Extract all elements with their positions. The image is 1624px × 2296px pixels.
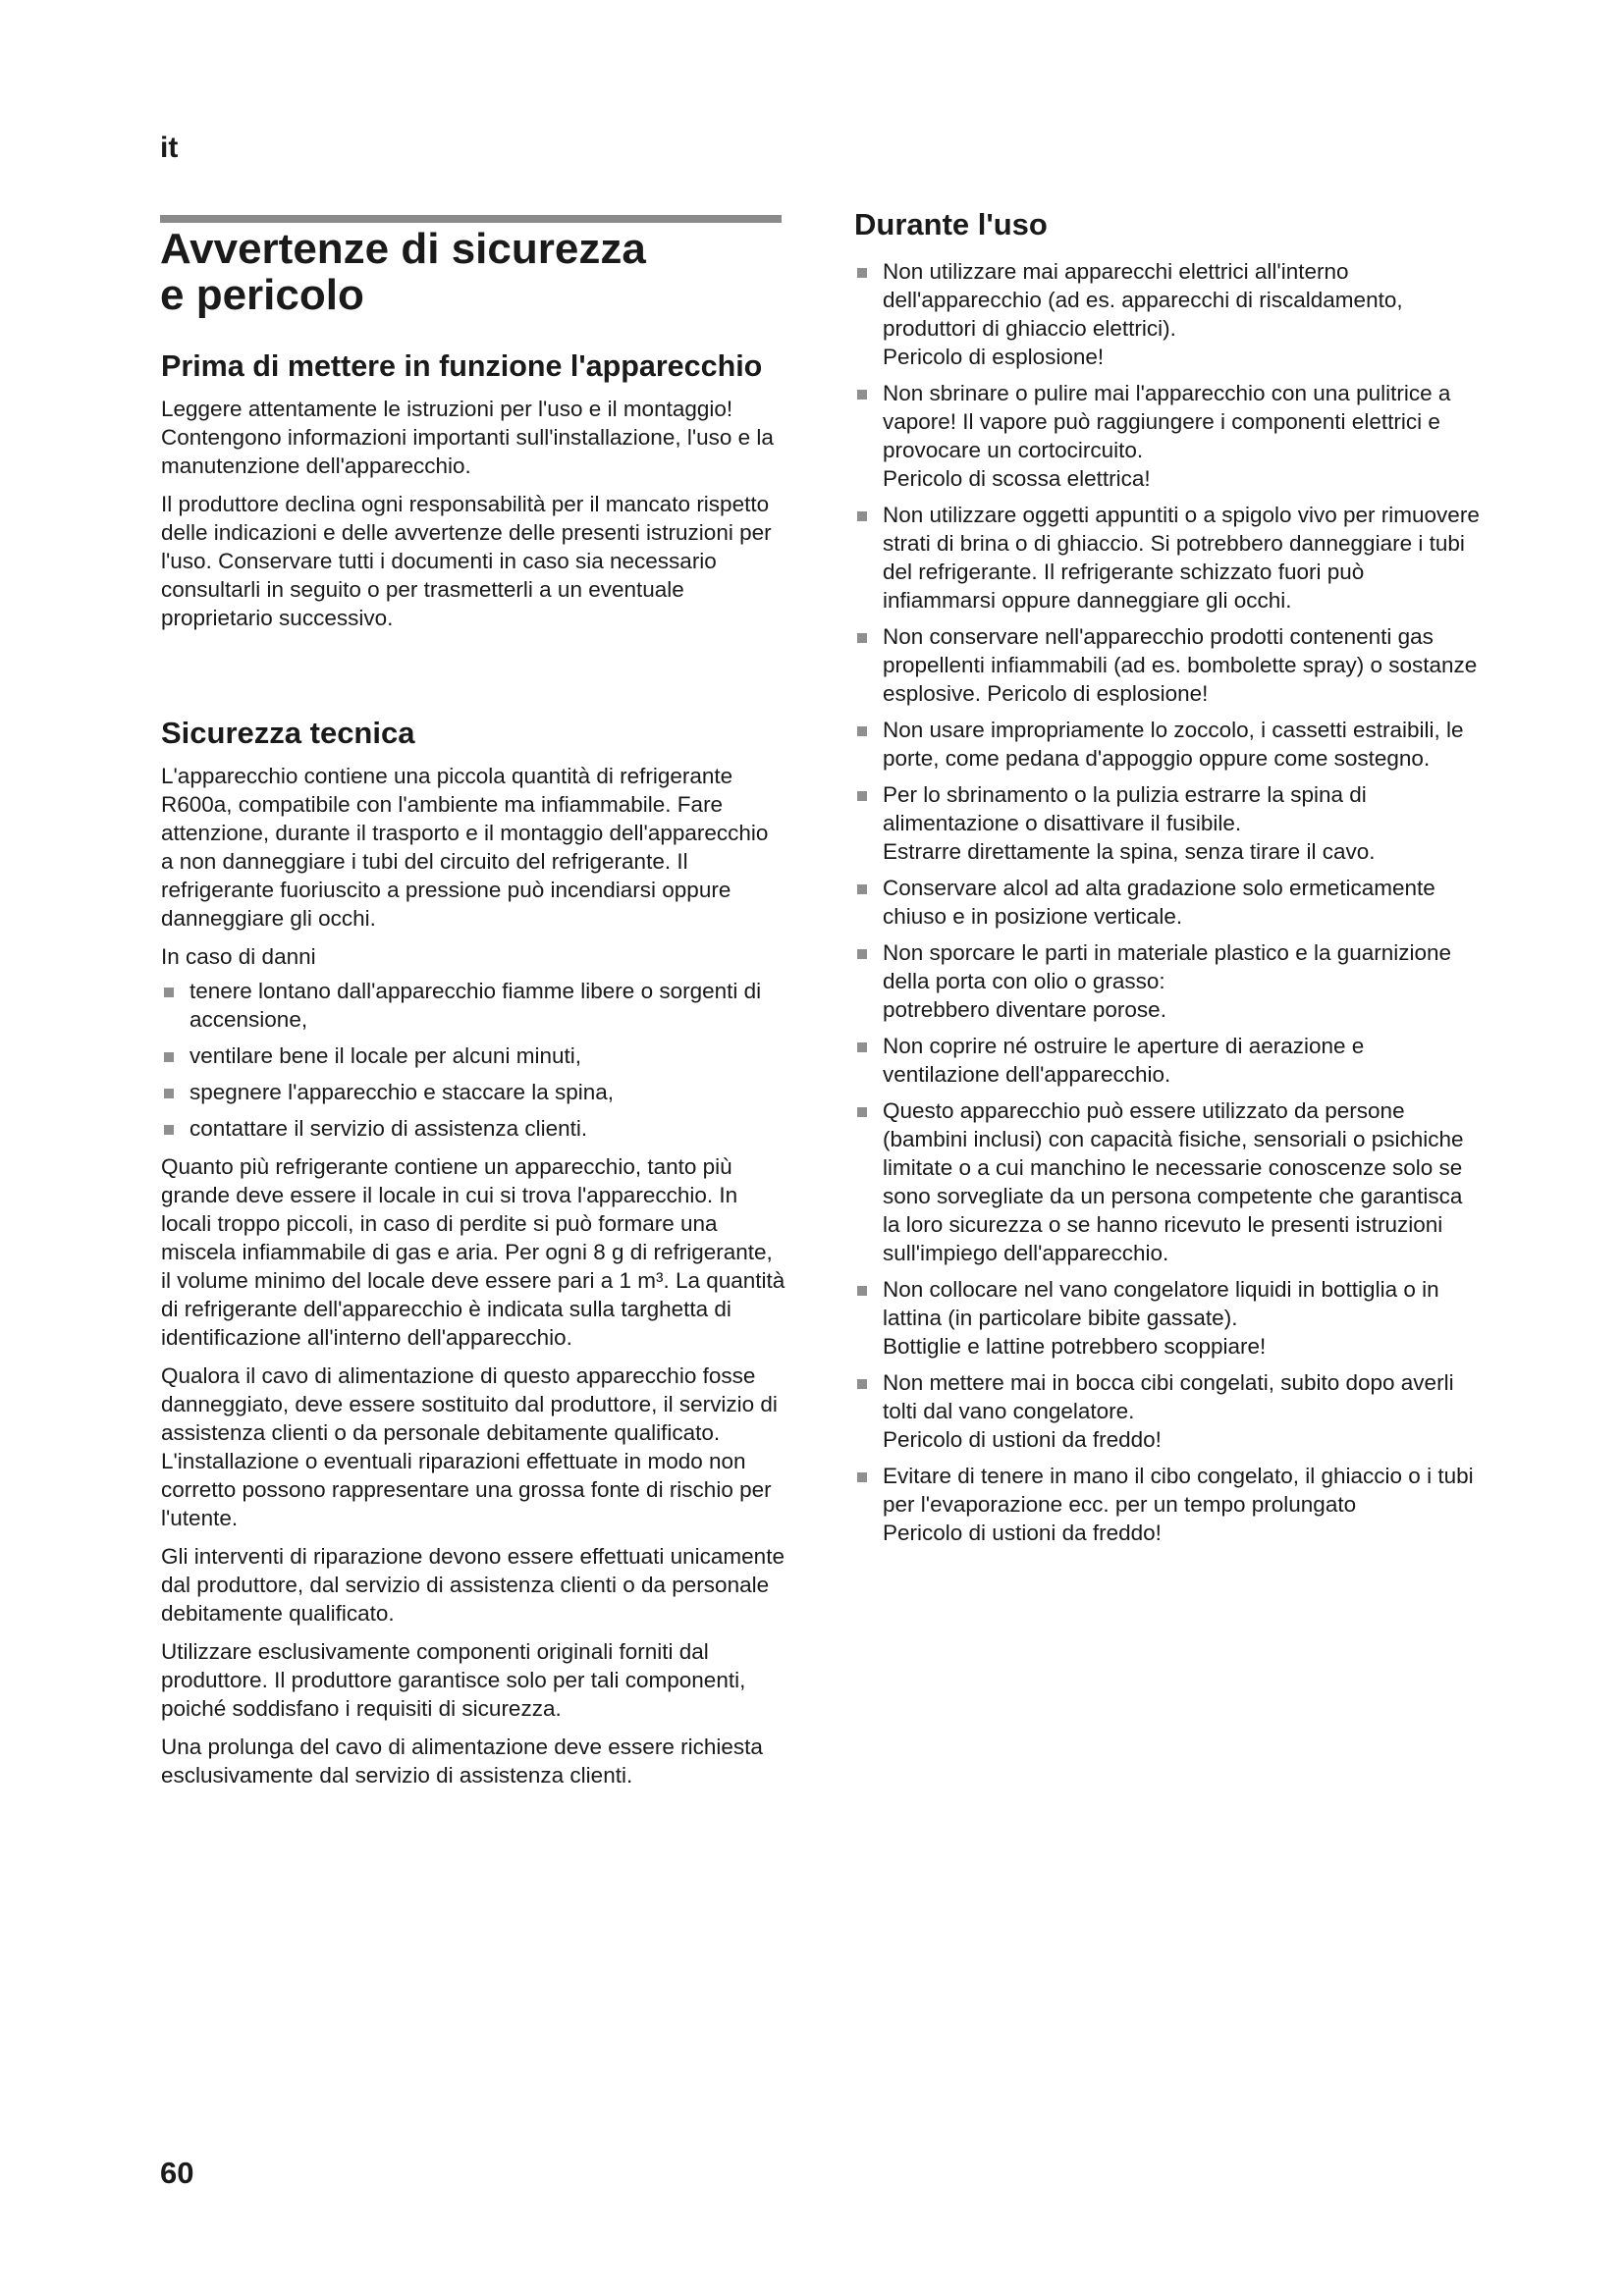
section-heading-technical-safety: Sicurezza tecnica	[161, 716, 415, 750]
list-item: Non sporcare le parti in materiale plastico e la guarnizione della porta con olio o grasso: potrebbero diventare porose.	[854, 938, 1483, 1024]
list-item: Non mettere mai in bocca cibi congelati, subito dopo averli tolti dal vano congelatore. Pericolo di ustioni da freddo!	[854, 1368, 1483, 1454]
section-heading-during-use: Durante l'uso	[854, 207, 1048, 241]
section-during-use	[854, 206, 1483, 1557]
during-use-list	[854, 257, 1483, 1547]
list-item: Non utilizzare mai apparecchi elettrici all'interno dell'apparecchio (ad es. apparecchi di riscaldamento, produttori di ghiaccio elettrici). Pericolo di esplosione!	[854, 257, 1483, 371]
page-number: 60	[160, 2156, 194, 2190]
title-rule	[160, 215, 782, 223]
damage-list	[161, 977, 785, 1143]
section-technical-safety	[161, 715, 785, 1799]
list-item: Non collocare nel vano congelatore liquidi in bottiglia o in lattina (in particolare bibite gassate). Bottiglie e lattine potrebbero scoppiare!	[854, 1275, 1483, 1361]
paragraph: Leggere attentamente le istruzioni per l'uso e il montaggio! Contengono informazioni importanti sull'installazione, l'uso e la manutenzione dell'apparecchio.	[161, 397, 774, 478]
list-item: Per lo sbrinamento o la pulizia estrarre la spina di alimentazione o disattivare il fusibile. Estrarre direttamente la spina, senza tirare il cavo.	[854, 780, 1483, 866]
list-item: Non conservare nell'apparecchio prodotti contenenti gas propellenti infiammabili (ad es. bombolette spray) o sostanze esplosive. Pericolo di esplosione!	[854, 622, 1483, 708]
paragraph: Gli interventi di riparazione devono essere effettuati unicamente dal produttore, dal servizio di assistenza clienti o da personale debitamente qualificato.	[161, 1544, 785, 1626]
list-item: Non sbrinare o pulire mai l'apparecchio con una pulitrice a vapore! Il vapore può raggiungere i componenti elettrici e provocare un cortocircuito. Pericolo di scossa elettrica!	[854, 379, 1483, 493]
paragraph: Utilizzare esclusivamente componenti originali forniti dal produttore. Il produttore garantisce solo per tali componenti, poiché soddisfano i requisiti di sicurezza.	[161, 1639, 746, 1721]
list-item: ventilare bene il locale per alcuni minuti,	[161, 1041, 785, 1070]
list-item: Non usare impropriamente lo zoccolo, i cassetti estraibili, le porte, come pedana d'appoggio oppure come sostegno.	[854, 716, 1483, 773]
paragraph: L'apparecchio contiene una piccola quantità di refrigerante R600a, compatibile con l'ambiente ma infiammabile. Fare attenzione, durante il trasporto e il montaggio dell'apparecchio a non danneggiare i tubi del circuito del refrigerante. Il refrigerante fuoriuscito a pressione può incendiarsi oppure danneggiare gli occhi.	[161, 764, 769, 931]
section-before-use	[161, 347, 785, 642]
list-item: tenere lontano dall'apparecchio fiamme libere o sorgenti di accensione,	[161, 977, 785, 1034]
list-item: contattare il servizio di assistenza clienti.	[161, 1114, 785, 1143]
list-item: Non coprire né ostruire le aperture di aerazione e ventilazione dell'apparecchio.	[854, 1032, 1483, 1089]
paragraph: Una prolunga del cavo di alimentazione deve essere richiesta esclusivamente dal servizio di assistenza clienti.	[161, 1735, 763, 1788]
language-code: it	[160, 132, 179, 164]
paragraph: Il produttore declina ogni responsabilità per il mancato rispetto delle indicazioni e delle avvertenze delle presenti istruzioni per l'uso. Conservare tutti i documenti in caso sia necessario consultarli in seguito o per trasmetterli a un eventuale proprietario successivo.	[161, 492, 772, 630]
paragraph: Qualora il cavo di alimentazione di questo apparecchio fosse danneggiato, deve essere sostituito dal produttore, il servizio di assistenza clienti o da personale debitamente qualificato. L'installazione o eventuali riparazioni effettuate in modo non corretto possono rappresentare una grossa fonte di rischio per l'utente.	[161, 1363, 778, 1530]
list-item: Non utilizzare oggetti appuntiti o a spigolo vivo per rimuovere strati di brina o di ghiaccio. Si potrebbero danneggiare i tubi del refrigerante. Il refrigerante schizzato fuori può infiammarsi oppure danneggiare gli occhi.	[854, 501, 1483, 614]
damage-lead: In caso di danni	[161, 944, 316, 969]
list-item: Evitare di tenere in mano il cibo congelato, il ghiaccio o i tubi per l'evaporazione ecc. per un tempo prolungato Pericolo di ustioni da freddo!	[854, 1462, 1483, 1547]
list-item: Conservare alcol ad alta gradazione solo ermeticamente chiuso e in posizione verticale.	[854, 874, 1483, 931]
section-heading-before-use: Prima di mettere in funzione l'apparecchio	[161, 349, 763, 383]
list-item: Questo apparecchio può essere utilizzato da persone (bambini inclusi) con capacità fisiche, sensoriali o psichiche limitate o a cui manchino le necessarie conoscenze solo se sono sorvegliate da un persona competente che garantisca la loro sicurezza o se hanno ricevuto le presenti istruzioni sull'impiego dell'apparecchio.	[854, 1096, 1483, 1267]
paragraph: Quanto più refrigerante contiene un apparecchio, tanto più grande deve essere il locale in cui si trova l'apparecchio. In locali troppo piccoli, in caso di perdite si può formare una miscela infiammabile di gas e aria. Per ogni 8 g di refrigerante, il volume minimo del locale deve essere pari a 1 m³. La quantità di refrigerante dell'apparecchio è indicata sulla targhetta di identificazione all'interno dell'apparecchio.	[161, 1154, 785, 1350]
page-title: Avvertenze di sicurezza e pericolo	[160, 225, 646, 319]
list-item: spegnere l'apparecchio e staccare la spina,	[161, 1078, 785, 1106]
